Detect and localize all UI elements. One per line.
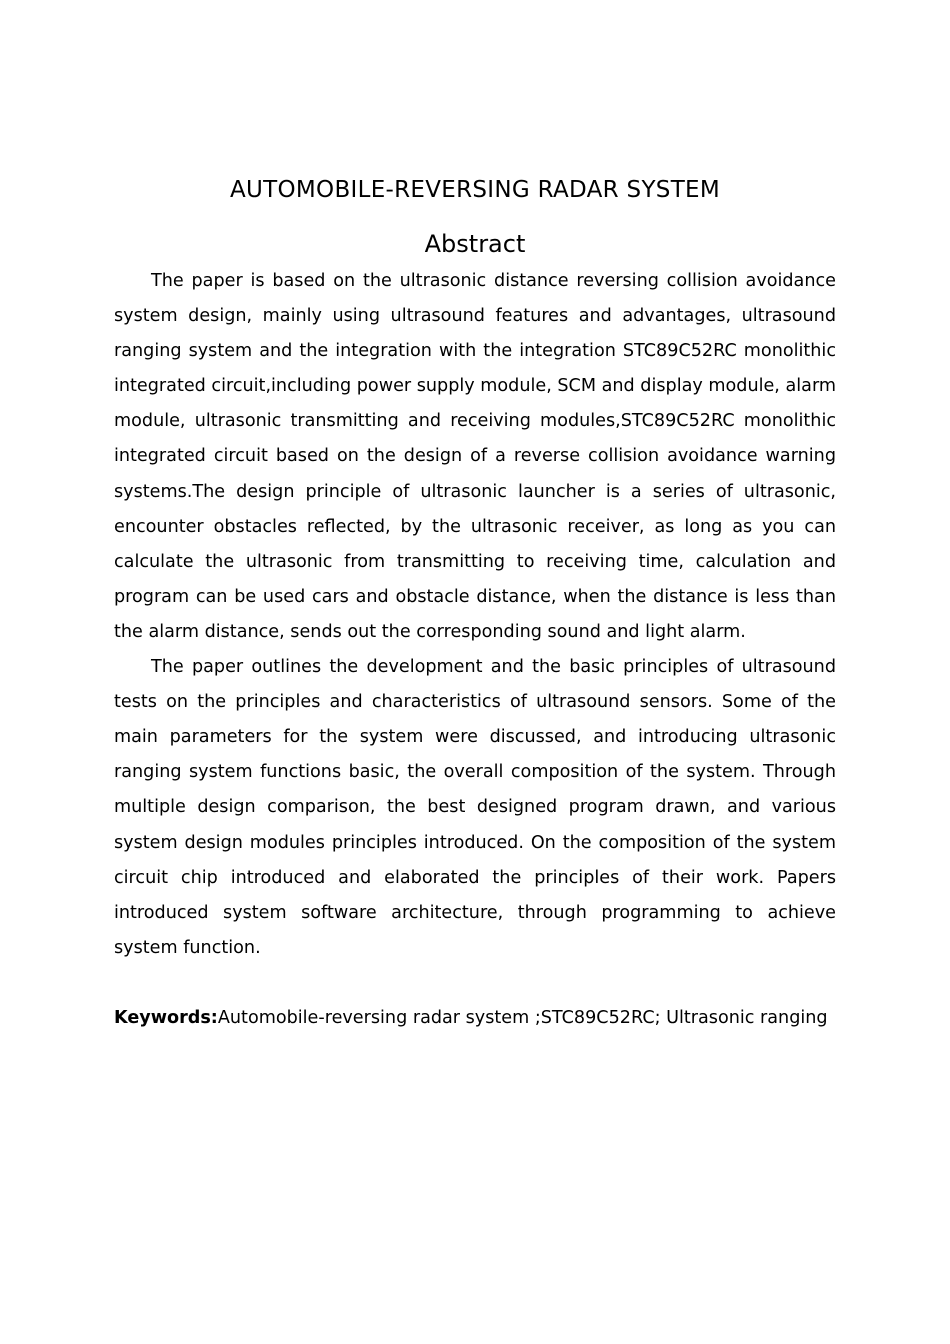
abstract-paragraph-1: The paper is based on the ultrasonic distance reversing collision avoidance system design, mainly using ultrasound features and advantages, ultrasound ranging system and the integration with the integration STC89C52RC monolithic integrated circuit,including power supply module, SCM and display module, alarm module, ultrasonic transmitting and receiving modules,STC89C52RC monolithic integrated circuit based on the design of a reverse collision avoidance warning systems.The design principle of ultrasonic launcher is a series of ultrasonic, encounter obstacles reflected, by the ultrasonic receiver, as long as you can calculate the ultrasonic from transmitting to receiving time, calculation and program can be used cars and obstacle distance, when the distance is less than the alarm distance, sends out the corresponding sound and light alarm. <box>114 271 837 642</box>
document-title: AUTOMOBILE-REVERSING RADAR SYSTEM <box>229 177 721 203</box>
document-page <box>114 170 836 1036</box>
keywords-text: Automobile-reversing radar system ;STC89C52RC; Ultrasonic ranging <box>217 1007 828 1028</box>
abstract-paragraph-2: The paper outlines the development and the basic principles of ultrasound tests on the principles and characteristics of ultrasound sensors. Some of the main parameters for the system were discussed, and introducing ultrasonic ranging system functions basic, the overall composition of the system. Through multiple design comparison, the best designed program drawn, and various system design modules principles introduced. On the composition of the system circuit chip introduced and elaborated the principles of their work. Papers introduced system software architecture, through programming to achieve system function. <box>114 657 836 958</box>
abstract-heading: Abstract <box>424 230 526 258</box>
keywords-label: Keywords: <box>114 1007 218 1028</box>
keywords-line <box>114 1001 836 1036</box>
